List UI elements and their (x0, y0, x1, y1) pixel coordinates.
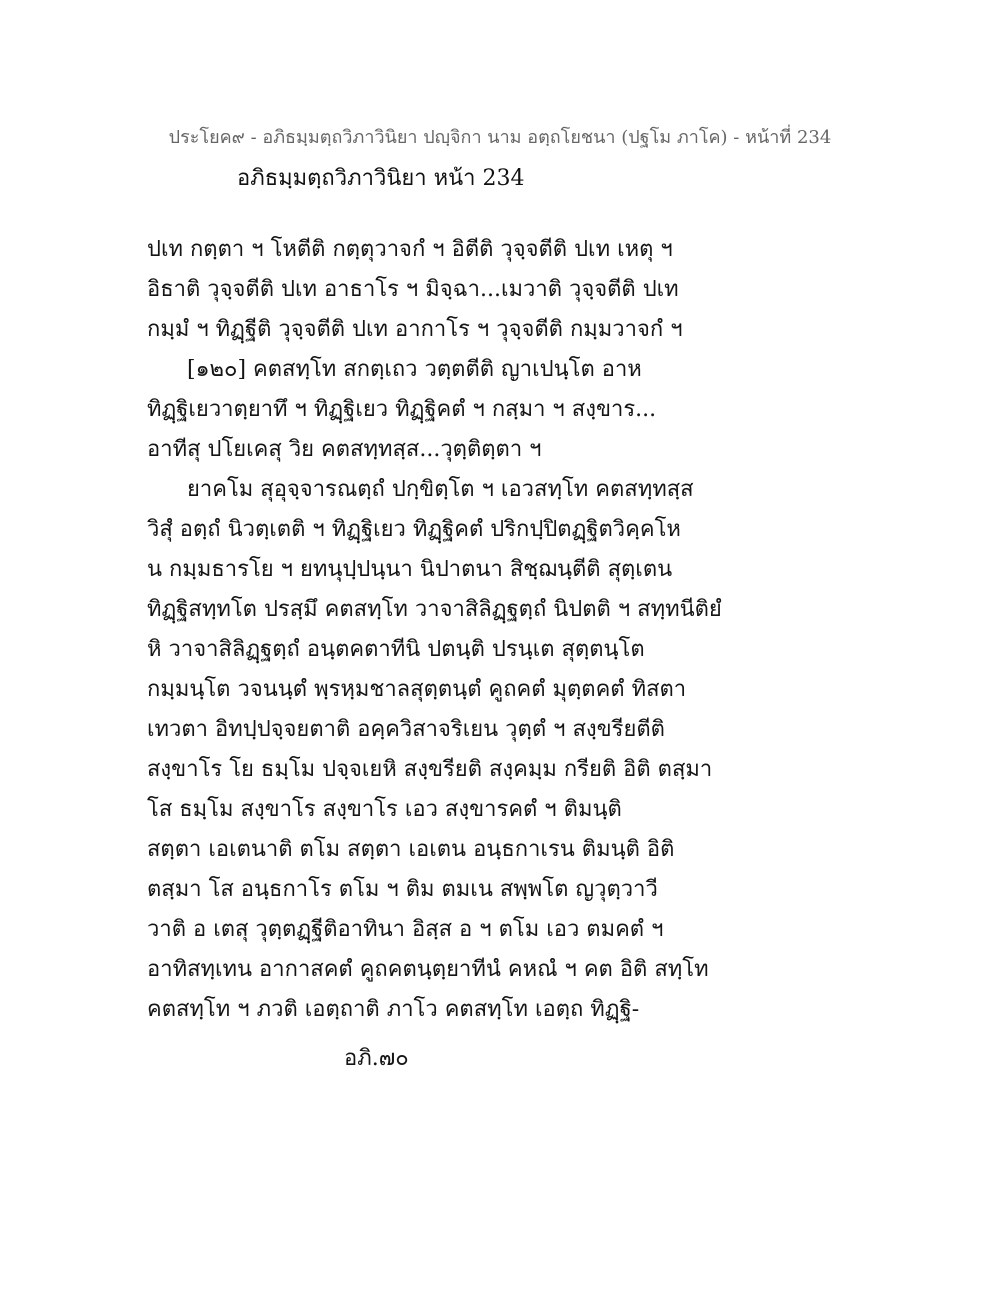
text-line: ยาคโม สุอุจฺจารณตฺถํ ปกฺขิตฺโต ฯ เอวสทฺโท คตสทฺทสฺส (187, 477, 694, 502)
running-header: ประโยค๙ - อภิธมฺมตฺถวิภาวินิยา ปญฺจิกา นาม อตฺถโยชนา (ปฐโม ภาโค) - หน้าที่ 234 (168, 127, 832, 148)
text-line: กมฺมนฺโต วจนนฺตํ พฺรหฺมชาลสุตฺตนฺตํ คูถคตํ มุตฺตคตํ ทิสตา (147, 677, 687, 702)
text-line: ปเท กตฺตา ฯ โหตีติ กตฺตุวาจกํ ฯ อิตีติ วุจฺจตีติ ปเท เหตุ ฯ (147, 237, 673, 262)
text-line: อาทีสุ ปโยเคสุ วิย คตสทฺทสฺส...วุตฺติตฺตา ฯ (147, 437, 542, 462)
text-line: ตสฺมา โส อนฺธกาโร ตโม ฯ ติม ตมเน สพฺพโต ญวุตฺวาวี (147, 877, 658, 902)
text-line: สตฺตา เอเตนาติ ตโม สตฺตา เอเตน อนฺธกาเรน ติมนฺติ อิติ (147, 837, 675, 862)
text-line: หิ วาจาสิลิฏฺฐตฺถํ อนฺตคตาทีนิ ปตนฺติ ปรนฺเต สุตฺตนฺโต (147, 637, 645, 662)
text-line: วิสุํ อตฺถํ นิวตฺเตติ ฯ ทิฏฺฐิเยว ทิฏฺฐิคตํ ปริกปฺปิตฏฺฐิตวิคฺคโห (147, 517, 681, 542)
text-line: [๑๒๐] คตสทฺโท สกตฺเถว วตฺตตีติ ญาเปนฺโต อาห (187, 357, 642, 382)
text-line: โส ธมฺโม สงฺขาโร สงฺขาโร เอว สงฺขารคตํ ฯ ติมนฺติ (147, 797, 622, 822)
text-line: คตสทฺโท ฯ ภวติ เอตฺถาติ ภาโว คตสทฺโท เอตฺถ ทิฏฺฐิ- (147, 997, 640, 1022)
text-line: เทวตา อิทปฺปจฺจยตาติ อคฺควิสาจริเยน วุตฺตํ ฯ สงฺขรียตีติ (147, 717, 665, 742)
text-line: สงฺขาโร โย ธมฺโม ปจฺจเยหิ สงฺขรียติ สงฺคมฺม กรียติ อิติ ตสฺมา (147, 757, 713, 782)
text-line: ทิฏฺฐิสทฺทโต ปรสฺมึ คตสทฺโท วาจาสิลิฏฺฐตฺถํ นิปตติ ฯ สทฺทนีติยํ (147, 597, 722, 622)
text-line: วาติ อ เตสุ วุตฺตฏฺฐีติอาทินา อิสฺส อ ฯ ตโม เอว ตมคตํ ฯ (147, 917, 664, 942)
page-title: อภิธมฺมตฺถวิภาวินิยา หน้า 234 (237, 166, 525, 191)
text-line: ทิฏฺฐิเยวาตฺยาทึ ฯ ทิฏฺฐิเยว ทิฏฺฐิคตํ ฯ กสฺมา ฯ สงฺขาร... (147, 397, 657, 422)
page-footer-code: อภิ.๗๐ (344, 1046, 409, 1071)
text-line: อิธาติ วุจฺจตีติ ปเท อาธาโร ฯ มิจฺฉา...เมวาติ วุจฺจตีติ ปเท (147, 277, 679, 302)
text-line: อาทิสทฺเทน อากาสคตํ คูถคตนฺตฺยาทีนํ คหณํ ฯ คต อิติ สทฺโท (147, 957, 709, 982)
text-line: น กมฺมธารโย ฯ ยทนุปฺปนฺนา นิปาตนา สิชฺฌนฺตีติ สุตฺเตน (147, 557, 673, 582)
text-line: กมฺมํ ฯ ทิฏฺฐีติ วุจฺจตีติ ปเท อากาโร ฯ วุจฺจตีติ กมฺมวาจกํ ฯ (147, 317, 683, 342)
